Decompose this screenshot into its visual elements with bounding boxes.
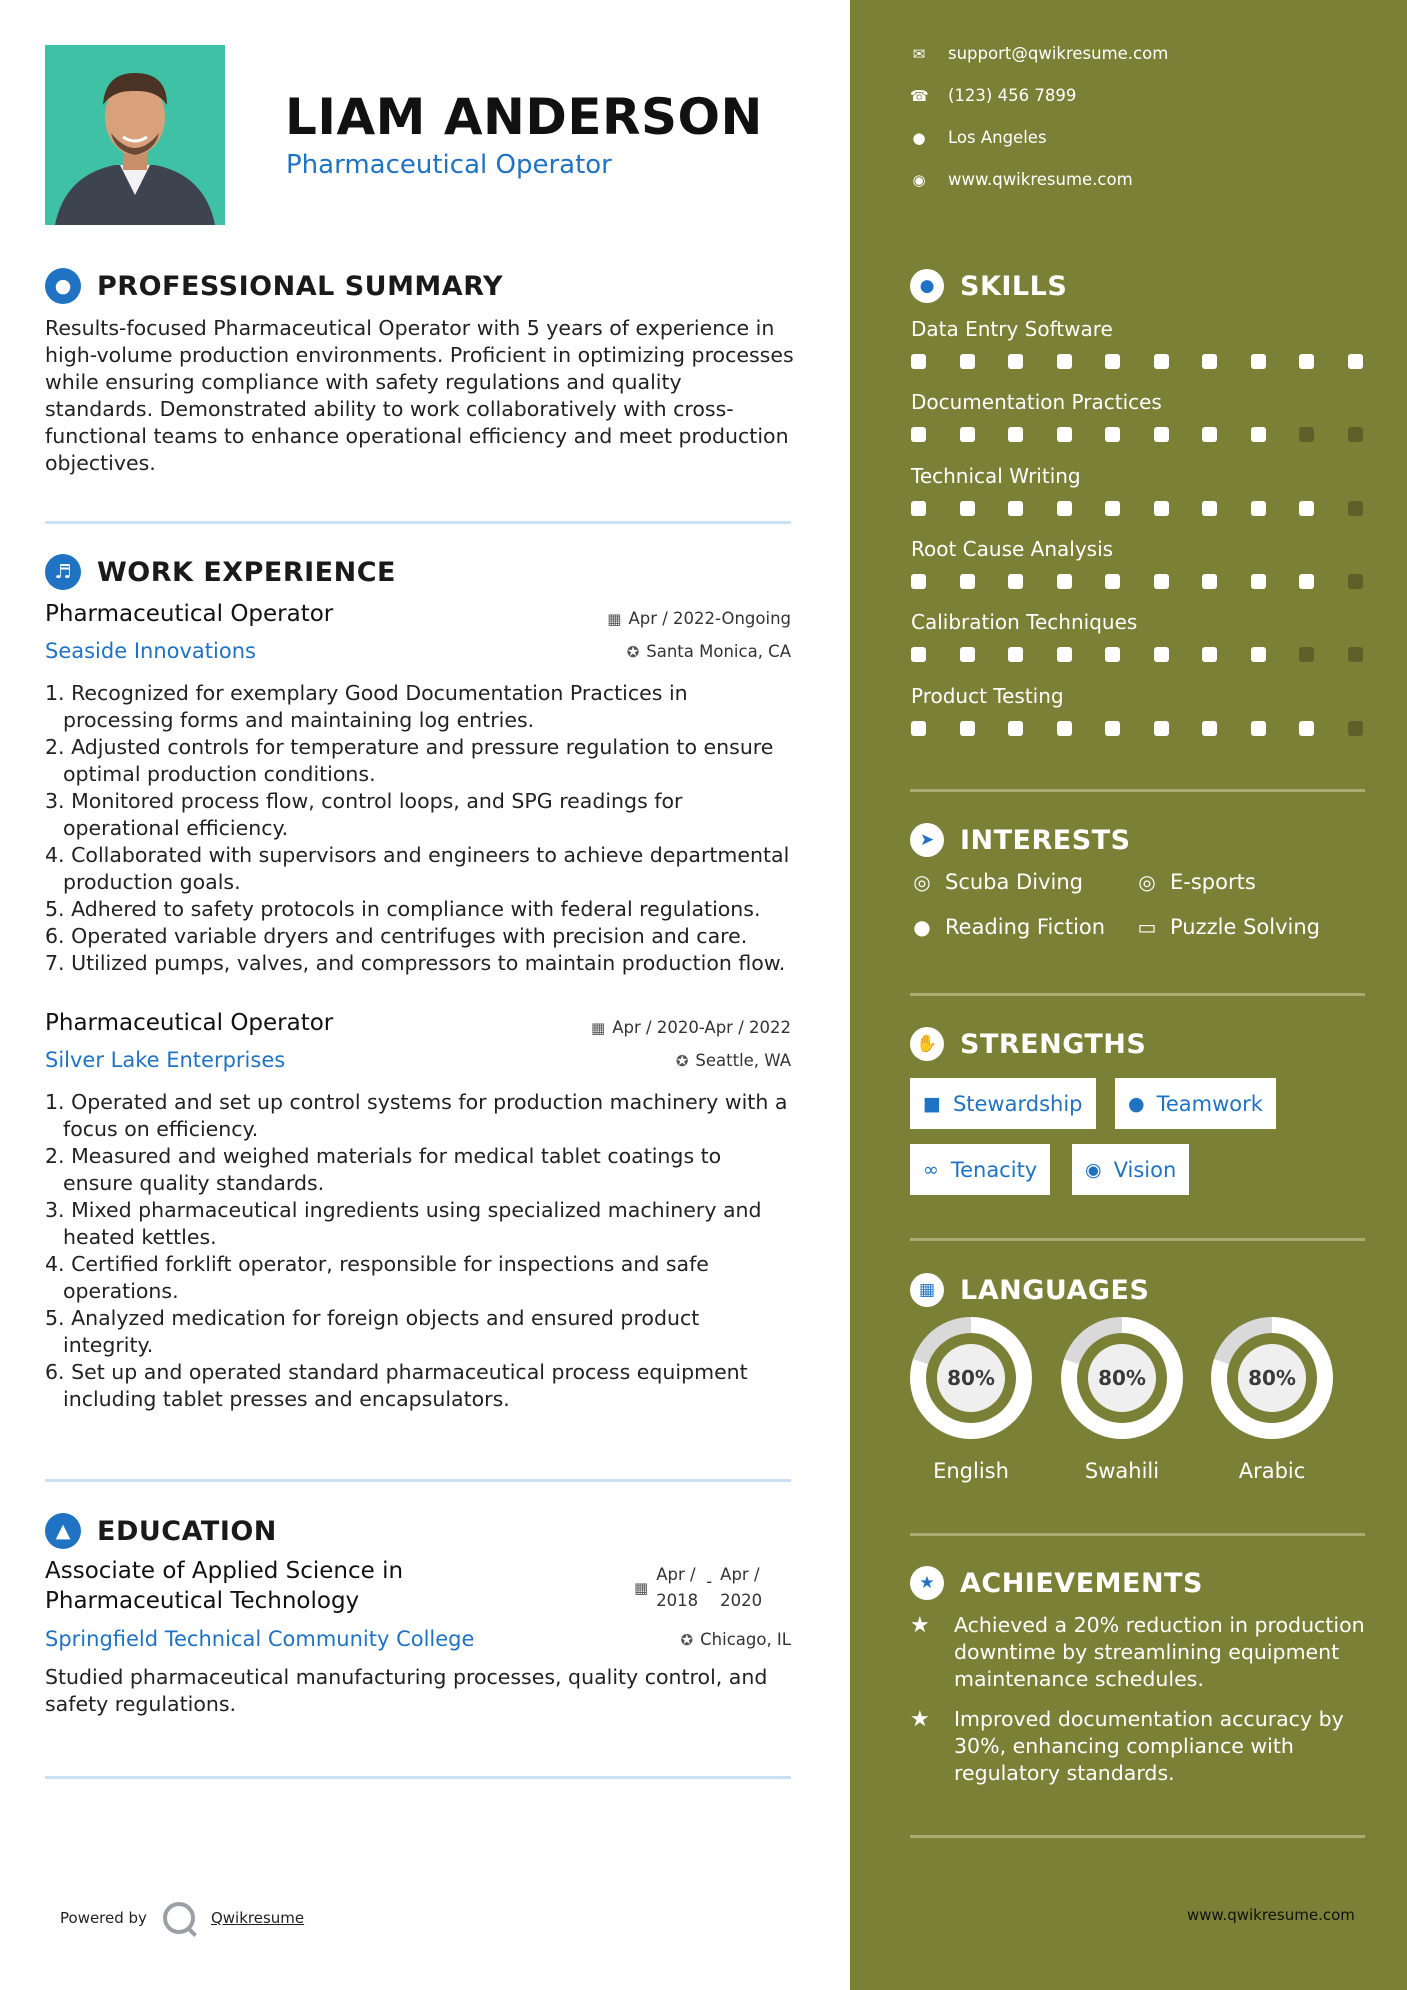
- section-divider: [45, 1776, 791, 1779]
- skill-name: Product Testing: [911, 684, 1064, 708]
- job-company: Seaside Innovations: [45, 639, 256, 663]
- job-location-text: Santa Monica, CA: [646, 642, 791, 661]
- skills-title: SKILLS: [960, 270, 1068, 302]
- language-percent: 80%: [937, 1344, 1005, 1412]
- interest-item: [1135, 915, 1320, 939]
- school-name: Springfield Technical Community College: [45, 1627, 475, 1651]
- skill-rating: [911, 647, 1363, 662]
- skill-dot-filled: [1202, 354, 1217, 369]
- skill-dot-filled: [1105, 427, 1120, 442]
- achievements-title: ACHIEVEMENTS: [960, 1567, 1203, 1599]
- skill-dot-filled: [1057, 427, 1072, 442]
- sidebar-divider: [910, 1238, 1365, 1241]
- achievement-item: [910, 1706, 1370, 1787]
- strength-label: Vision: [1113, 1157, 1177, 1182]
- job-dates: [607, 609, 791, 628]
- ring-inner: [926, 1333, 1016, 1423]
- language-percent: 80%: [1238, 1344, 1306, 1412]
- job-title: Pharmaceutical Operator: [45, 601, 334, 627]
- skill-dot-filled: [1154, 721, 1169, 736]
- language-progress-ring: [1061, 1317, 1183, 1439]
- pin-icon: ✪: [626, 642, 640, 661]
- language-icon: ▦: [910, 1273, 944, 1307]
- contact-email[interactable]: [910, 44, 1168, 63]
- life-ring-icon: ◎: [1138, 870, 1156, 894]
- language-item: [1211, 1317, 1333, 1483]
- skill-dot-filled: [1008, 647, 1023, 662]
- date-dash: -: [706, 1572, 713, 1591]
- strengths-title: STRENGTHS: [960, 1028, 1147, 1060]
- shooting-star-icon: ★: [910, 1707, 930, 1732]
- skill-name: Root Cause Analysis: [911, 537, 1114, 561]
- phone-text: (123) 456 7899: [948, 86, 1077, 105]
- interest-item: [910, 915, 1105, 939]
- skill-dot-filled: [1008, 501, 1023, 516]
- skill-dot-filled: [1057, 721, 1072, 736]
- interest-item: [1135, 870, 1256, 894]
- ring-inner: [1077, 1333, 1167, 1423]
- strength-chip: [1115, 1078, 1276, 1129]
- sidebar-divider: [910, 1533, 1365, 1536]
- skill-dot-empty: [1348, 501, 1363, 516]
- strengths-heading: [910, 1027, 1146, 1061]
- education-heading: [45, 1513, 277, 1549]
- end-date-line-2: 2020: [720, 1591, 763, 1610]
- duty-item: Operated variable dryers and centrifuges with precision and care.: [71, 924, 748, 948]
- achievements-heading: [910, 1566, 1203, 1600]
- skill-dot-filled: [1057, 354, 1072, 369]
- user-circle-icon: ●: [45, 268, 81, 304]
- end-date-line-1: Apr /: [720, 1565, 760, 1584]
- phone-icon: ☎: [910, 86, 929, 105]
- duty-item: Analyzed medication for foreign objects and ensured product integrity.: [63, 1306, 700, 1357]
- skill-dot-filled: [1105, 501, 1120, 516]
- skill-dot-filled: [1154, 574, 1169, 589]
- skill-dot-filled: [1154, 647, 1169, 662]
- skill-name: Technical Writing: [911, 464, 1081, 488]
- star-badge-icon: ★: [910, 1566, 944, 1600]
- skill-dot-filled: [1008, 721, 1023, 736]
- end-date: [720, 1562, 762, 1614]
- skill-dot-filled: [1299, 721, 1314, 736]
- skill-dot-filled: [1105, 354, 1120, 369]
- skill-dot-filled: [1299, 574, 1314, 589]
- experience-title: WORK EXPERIENCE: [97, 556, 396, 588]
- interest-label: E-sports: [1170, 870, 1256, 894]
- skill-rating: [911, 501, 1363, 516]
- contact-location: [910, 128, 1047, 147]
- office-chair-icon: ♬: [45, 554, 81, 590]
- skills-heading: [910, 269, 1067, 303]
- duty-item: Operated and set up control systems for production machinery with a focus on efficiency.: [63, 1090, 788, 1141]
- degree-line-1: Associate of Applied Science in: [45, 1558, 404, 1584]
- envelope-icon: ✉: [912, 44, 926, 63]
- duty-item: Recognized for exemplary Good Documentation Practices in processing forms and maintaining log entries.: [63, 681, 688, 732]
- strength-chip: [910, 1144, 1050, 1195]
- skill-dot-filled: [1008, 354, 1023, 369]
- pin-icon: ✪: [675, 1051, 689, 1070]
- skill-dot-filled: [960, 647, 975, 662]
- job-duties: [45, 1089, 795, 1413]
- skill-dot-filled: [1251, 647, 1266, 662]
- interests-heading: [910, 823, 1131, 857]
- start-date-line-1: Apr /: [656, 1565, 696, 1584]
- skill-dot-filled: [1057, 574, 1072, 589]
- duty-item: Utilized pumps, valves, and compressors to maintain production flow.: [71, 951, 786, 975]
- calendar-icon: ▦: [607, 609, 622, 628]
- job-dates-text: Apr / 2020-Apr / 2022: [612, 1018, 791, 1037]
- language-progress-ring: [1211, 1317, 1333, 1439]
- skill-dot-empty: [1348, 574, 1363, 589]
- skill-dot-empty: [1299, 647, 1314, 662]
- email-text: support@qwikresume.com: [948, 44, 1169, 63]
- skill-dot-filled: [1251, 501, 1266, 516]
- skill-dot-filled: [911, 647, 926, 662]
- language-name: Swahili: [1084, 1459, 1160, 1483]
- calendar-icon: ▦: [634, 1579, 649, 1597]
- skill-dot-filled: [1202, 427, 1217, 442]
- contact-phone[interactable]: [910, 86, 1076, 105]
- language-name: Arabic: [1238, 1459, 1306, 1483]
- skill-dot-filled: [1202, 501, 1217, 516]
- education-title: EDUCATION: [97, 1515, 277, 1547]
- skill-dot-filled: [1154, 501, 1169, 516]
- language-name: English: [933, 1459, 1009, 1483]
- calendar-icon: ▦: [591, 1018, 606, 1037]
- sidebar: [850, 0, 1407, 1990]
- footer-website[interactable]: www.qwikresume.com: [1187, 1906, 1355, 1924]
- job-title: Pharmaceutical Operator: [45, 1010, 334, 1036]
- map-pin-icon: ●: [912, 128, 926, 147]
- users-icon: ●: [1128, 1092, 1145, 1115]
- job-company: Silver Lake Enterprises: [45, 1048, 286, 1072]
- skill-name: Calibration Techniques: [911, 610, 1138, 634]
- summary-title: PROFESSIONAL SUMMARY: [97, 270, 504, 302]
- start-date-line-2: 2018: [656, 1591, 699, 1610]
- summary-text: Results-focused Pharmaceutical Operator with 5 years of experience in high-volume production environments. Proficient in optimizing processes while ensuring compliance with safety regulations and quality standards. Demonstrated ability to work collaboratively with cross-functional teams to enhance operational efficiency and meet production objectives.: [45, 316, 794, 475]
- strength-label: Tenacity: [950, 1157, 1038, 1182]
- interest-label: Puzzle Solving: [1170, 915, 1320, 939]
- skill-name: Data Entry Software: [911, 317, 1113, 341]
- location-text: Los Angeles: [948, 128, 1047, 147]
- skill-dot-filled: [1057, 501, 1072, 516]
- skill-dot-filled: [960, 501, 975, 516]
- gamepad-icon: ●: [913, 915, 931, 939]
- skill-name: Documentation Practices: [911, 390, 1162, 414]
- briefcase-icon: ■: [923, 1092, 941, 1115]
- skill-dot-filled: [1105, 574, 1120, 589]
- degree-line-2: Pharmaceutical Technology: [45, 1588, 360, 1614]
- skill-dot-filled: [1299, 501, 1314, 516]
- job-location-text: Seattle, WA: [695, 1051, 791, 1070]
- duty-item: Measured and weighed materials for medical tablet coatings to ensure quality standards.: [63, 1144, 722, 1195]
- duty-item: Certified forklift operator, responsible for inspections and safe operations.: [63, 1252, 709, 1303]
- duty-item: Monitored process flow, control loops, and SPG readings for operational efficiency.: [63, 789, 683, 840]
- skill-dot-filled: [911, 501, 926, 516]
- life-ring-icon: ◎: [913, 870, 931, 894]
- skill-dot-filled: [1202, 574, 1217, 589]
- sidebar-divider: [910, 993, 1365, 996]
- contact-website[interactable]: [910, 170, 1133, 189]
- education-dates: [634, 1562, 762, 1614]
- start-date: [656, 1562, 698, 1614]
- experience-heading: [45, 554, 396, 590]
- language-percent: 80%: [1088, 1344, 1156, 1412]
- skill-dot-filled: [1057, 647, 1072, 662]
- binoculars-icon: ◉: [1085, 1158, 1102, 1181]
- skill-dot-filled: [1008, 574, 1023, 589]
- skill-rating: [911, 354, 1363, 369]
- skill-dot-filled: [1251, 354, 1266, 369]
- skill-dot-filled: [1251, 574, 1266, 589]
- duty-item: Mixed pharmaceutical ingredients using specialized machinery and heated kettles.: [63, 1198, 762, 1249]
- duty-item: Collaborated with supervisors and engineers to achieve departmental production goals.: [63, 843, 790, 894]
- skill-dot-filled: [911, 354, 926, 369]
- qwikresume-link[interactable]: Qwikresume: [210, 1909, 305, 1927]
- language-item: [910, 1317, 1032, 1483]
- achievement-item: [910, 1612, 1370, 1693]
- job-dates: [591, 1018, 791, 1037]
- interest-item: [910, 870, 1083, 894]
- skill-dot-filled: [960, 721, 975, 736]
- achievement-text: Improved documentation accuracy by 30%, enhancing compliance with regulatory standards.: [954, 1707, 1344, 1785]
- skill-dot-filled: [960, 427, 975, 442]
- education-location-text: Chicago, IL: [700, 1630, 791, 1649]
- skill-dot-filled: [1202, 721, 1217, 736]
- candidate-name: LIAM ANDERSON: [285, 88, 763, 146]
- summary-heading: [45, 268, 503, 304]
- language-item: [1061, 1317, 1183, 1483]
- achievement-text: Achieved a 20% reduction in production downtime by streamlining equipment maintenance schedules.: [954, 1613, 1365, 1691]
- interest-label: Reading Fiction: [945, 915, 1106, 939]
- skill-dot-filled: [911, 721, 926, 736]
- duty-item: Adhered to safety protocols in compliance with federal regulations.: [71, 897, 761, 921]
- profile-photo: [45, 45, 225, 225]
- website-text: www.qwikresume.com: [948, 170, 1133, 189]
- languages-title: LANGUAGES: [960, 1274, 1150, 1306]
- skill-dot-filled: [1105, 647, 1120, 662]
- job-location: [627, 642, 791, 661]
- strength-chip: [1072, 1144, 1189, 1195]
- fist-icon: ✋: [910, 1027, 944, 1061]
- skill-rating: [911, 427, 1363, 442]
- skill-dot-empty: [1348, 647, 1363, 662]
- skill-dot-filled: [1251, 721, 1266, 736]
- skill-dot-filled: [1105, 721, 1120, 736]
- job-duties: [45, 680, 795, 977]
- strength-label: Teamwork: [1156, 1091, 1263, 1116]
- footer-powered-by: [60, 1902, 304, 1934]
- sidebar-divider: [910, 1835, 1365, 1838]
- interest-label: Scuba Diving: [945, 870, 1083, 894]
- skill-dot-filled: [1251, 427, 1266, 442]
- skill-dot-filled: [960, 354, 975, 369]
- job-dates-text: Apr / 2022-Ongoing: [628, 609, 791, 628]
- shooting-star-icon: ★: [910, 1613, 930, 1638]
- skill-dot-filled: [1348, 354, 1363, 369]
- section-divider: [45, 1479, 791, 1482]
- pin-icon: ✪: [680, 1630, 694, 1649]
- globe-icon: ◉: [912, 170, 926, 189]
- skill-dot-filled: [1299, 354, 1314, 369]
- duty-item: Adjusted controls for temperature and pressure regulation to ensure optimal production conditions.: [63, 735, 774, 786]
- ring-inner: [1227, 1333, 1317, 1423]
- sidebar-divider: [910, 789, 1365, 792]
- skill-dot-filled: [1154, 427, 1169, 442]
- candidate-title: Pharmaceutical Operator: [286, 150, 612, 180]
- skill-dot-filled: [911, 427, 926, 442]
- strength-label: Stewardship: [952, 1091, 1083, 1116]
- education-description: Studied pharmaceutical manufacturing processes, quality control, and safety regulations.: [45, 1665, 768, 1716]
- skill-dot-empty: [1299, 427, 1314, 442]
- qwikresume-logo-icon: [163, 1902, 195, 1934]
- interests-title: INTERESTS: [960, 824, 1131, 856]
- paper-plane-icon: ➤: [910, 823, 944, 857]
- lightbulb-icon: ●: [910, 269, 944, 303]
- skill-dot-empty: [1348, 721, 1363, 736]
- skill-dot-filled: [1154, 354, 1169, 369]
- skill-dot-filled: [960, 574, 975, 589]
- skill-dot-filled: [911, 574, 926, 589]
- section-divider: [45, 521, 791, 524]
- strength-chip: [910, 1078, 1096, 1129]
- powered-by-label: Powered by: [60, 1909, 147, 1927]
- skill-dot-filled: [1202, 647, 1217, 662]
- job-location: [676, 1051, 791, 1070]
- duty-item: Set up and operated standard pharmaceutical process equipment including tablet presses and encapsulators.: [63, 1360, 748, 1411]
- language-progress-ring: [910, 1317, 1032, 1439]
- skill-rating: [911, 721, 1363, 736]
- education-location: [681, 1630, 791, 1649]
- skill-dot-empty: [1348, 427, 1363, 442]
- graduation-cap-icon: ▲: [45, 1513, 81, 1549]
- link-icon: ∞: [923, 1158, 939, 1181]
- skill-rating: [911, 574, 1363, 589]
- languages-heading: [910, 1273, 1149, 1307]
- skill-dot-filled: [1008, 427, 1023, 442]
- book-icon: ▭: [1137, 915, 1157, 939]
